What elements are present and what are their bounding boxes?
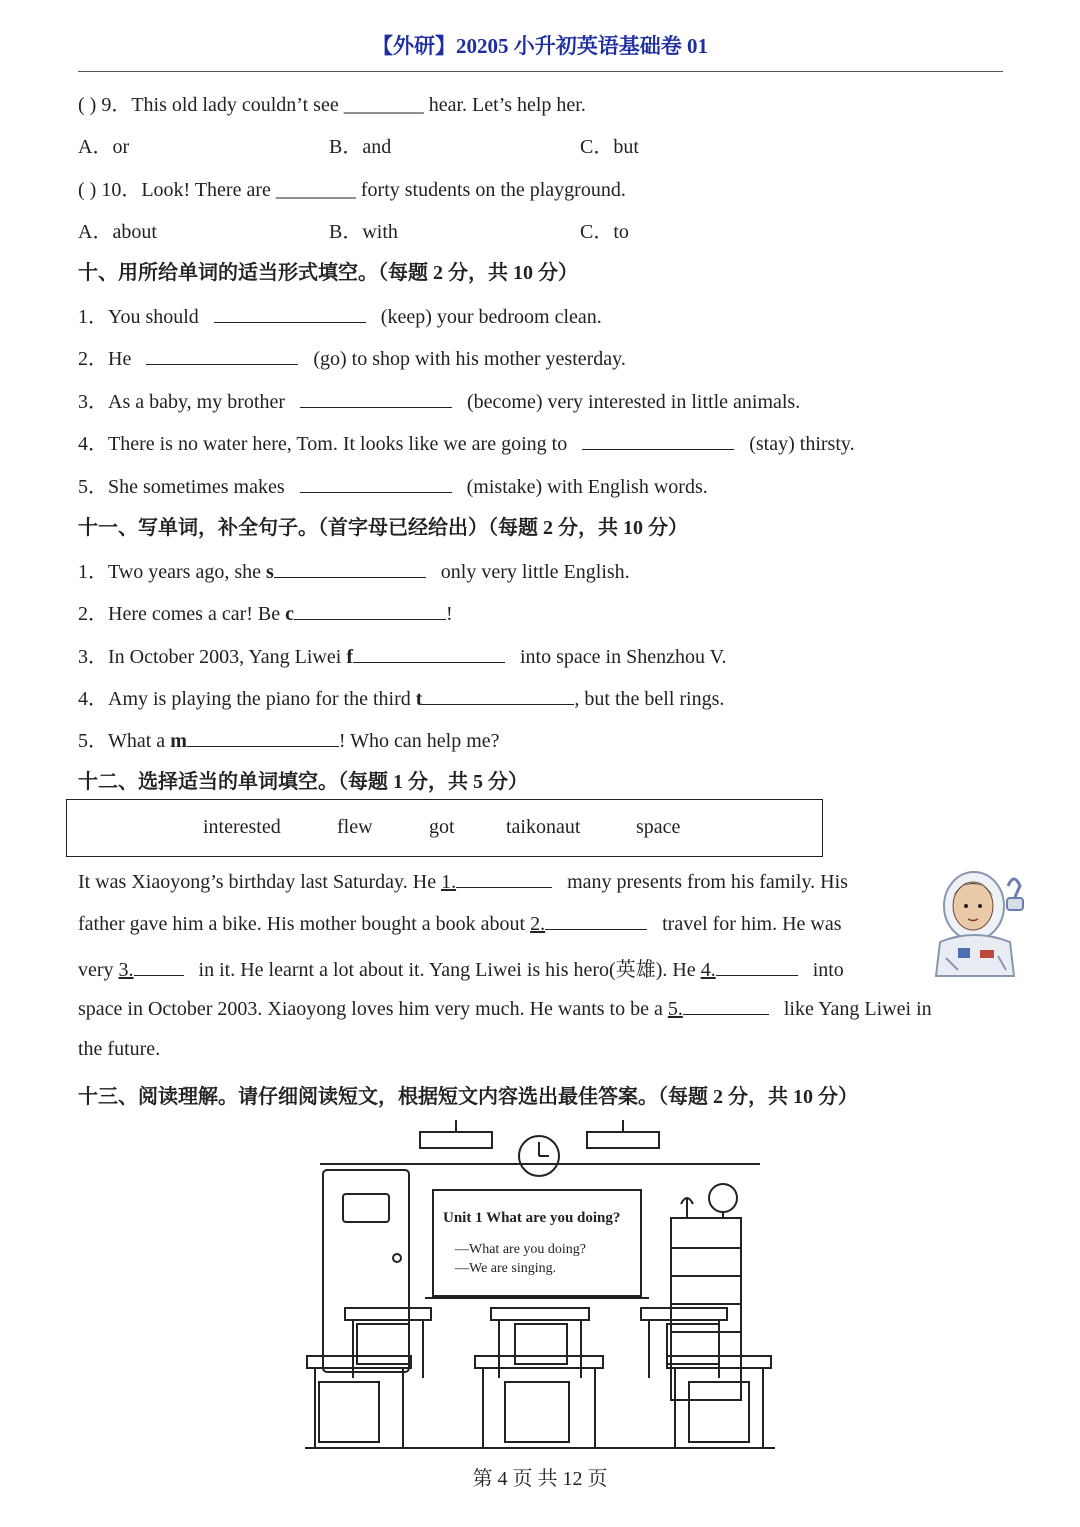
passage-line-3-rest: into (812, 959, 844, 981)
question-10-option-b: B．with (329, 221, 398, 243)
blank-4-number: 4. (700, 959, 716, 981)
blank-3-number: 3. (118, 959, 134, 981)
page-footer: 第 4 页 共 12 页 (472, 1468, 608, 1490)
passage-line-1 (78, 869, 848, 894)
s10-item-4-pre: 4．There is no water here, Tom. It looks like we are going to (78, 433, 568, 455)
section-13-title: 十三、阅读理解。请仔细阅读短文，根据短文内容选出最佳答案。（每题 2 分，共 10 分） (78, 1086, 858, 1108)
blank-5[interactable] (683, 996, 769, 1015)
s10-item-3-post: (become) very interested in little animals. (467, 391, 801, 413)
passage-line-2-rest: travel for him. He was (662, 913, 842, 935)
s11-item-2-letter: c (285, 603, 295, 625)
section-11-title: 十一、写单词，补全句子。（首字母已经给出）（每题 2 分，共 10 分） (78, 517, 688, 539)
s11-item-1-blank[interactable] (274, 559, 426, 578)
question-9-option-c: C．but (580, 136, 639, 158)
classroom-illustration (305, 1118, 775, 1450)
board-line-1: —What are you doing? (455, 1242, 587, 1257)
word-bank-box (66, 799, 823, 857)
question-9-option-b: B．and (329, 136, 392, 158)
passage-line-4-text: space in October 2003. Xiaoyong loves him very much. He wants to be a (78, 998, 663, 1020)
header-divider (78, 71, 1003, 72)
s11-item-1-letter: s (266, 561, 274, 583)
s11-item-4-letter: t (415, 688, 423, 710)
s11-item-4-blank[interactable] (422, 686, 574, 705)
word-bank-word-4: taikonaut (506, 816, 581, 838)
section-12-title: 十二、选择适当的单词填空。（每题 1 分，共 5 分） (78, 771, 528, 793)
s11-item-2-blank[interactable] (294, 601, 446, 620)
s10-item-2-post: (go) to shop with his mother yesterday. (313, 348, 626, 370)
s10-item-2 (78, 342, 626, 371)
passage-line-1-rest: many presents from his family. His (567, 871, 848, 893)
blank-5-number: 5. (667, 998, 683, 1020)
s10-item-4-blank[interactable] (582, 431, 734, 450)
question-10-option-a: A．about (78, 221, 157, 243)
s11-item-5-pre: 5．What a (78, 730, 166, 752)
s11-item-1 (78, 555, 630, 584)
question-10-option-c: C．to (580, 221, 629, 243)
word-bank-word-5: space (636, 816, 681, 838)
s10-item-5-post: (mistake) with English words. (466, 476, 708, 498)
passage-line-3 (78, 953, 844, 982)
s10-item-3-blank[interactable] (300, 389, 452, 408)
passage-line-2 (78, 911, 842, 936)
board-title: Unit 1 What are you doing? (443, 1210, 621, 1226)
question-10-stem: ( ) 10．Look! There are ________ forty students on the playground. (78, 179, 626, 201)
board-line-2: —We are singing. (455, 1261, 557, 1276)
passage-line-2-text: father gave him a bike. His mother bought a book about (78, 913, 526, 935)
s10-item-3-pre: 3．As a baby, my brother (78, 391, 285, 413)
s11-item-1-pre: 1．Two years ago, she (78, 561, 261, 583)
word-bank-word-3: got (429, 816, 455, 838)
blank-1-number: 1. (441, 871, 457, 893)
s10-item-3 (78, 385, 800, 414)
s11-item-3-post: into space in Shenzhou V. (519, 646, 727, 668)
s11-item-3-pre: 3．In October 2003, Yang Liwei (78, 646, 342, 668)
s11-item-5 (78, 724, 500, 753)
s10-item-4-post: (stay) thirsty. (749, 433, 855, 455)
s10-item-4 (78, 427, 855, 456)
passage-line-3-text: very (78, 959, 114, 981)
word-bank-word-2: flew (337, 816, 373, 838)
question-9-option-a: A．or (78, 136, 130, 158)
s11-item-2-post: ! (446, 603, 453, 625)
passage-line-4 (78, 996, 932, 1021)
s11-item-4-pre: 4．Amy is playing the piano for the third (78, 688, 411, 710)
blank-1[interactable] (456, 869, 552, 888)
s10-item-1-pre: 1．You should (78, 306, 199, 328)
s11-item-4 (78, 682, 724, 711)
s10-item-1-post: (keep) your bedroom clean. (380, 306, 602, 328)
s11-item-5-blank[interactable] (187, 728, 339, 747)
s11-item-3-blank[interactable] (353, 644, 505, 663)
s10-item-5 (78, 470, 708, 499)
s10-item-2-pre: 2．He (78, 348, 132, 370)
page-header-title: 【外研】20205 小升初英语基础卷 01 (372, 34, 708, 58)
s11-item-2-pre: 2．Here comes a car! Be (78, 603, 281, 625)
s11-item-2 (78, 597, 453, 626)
s11-item-5-letter: m (170, 730, 187, 752)
s11-item-1-post: only very little English. (440, 561, 630, 583)
blank-2-number: 2. (530, 913, 546, 935)
blank-3[interactable] (134, 957, 184, 976)
s10-item-5-blank[interactable] (300, 474, 452, 493)
s10-item-5-pre: 5．She sometimes makes (78, 476, 285, 498)
passage-line-4-rest: like Yang Liwei in (783, 998, 932, 1020)
passage-line-1-text: It was Xiaoyong’s birthday last Saturday. He (78, 871, 437, 893)
s10-item-1 (78, 300, 602, 329)
section-10-title: 十、用所给单词的适当形式填空。（每题 2 分，共 10 分） (78, 262, 578, 284)
blank-2[interactable] (545, 911, 647, 930)
classroom-drawing (305, 1118, 775, 1450)
question-9-stem: ( ) 9．This old lady couldn’t see ________ hear. Let’s help her. (78, 94, 586, 116)
passage-line-5: the future. (78, 1038, 161, 1060)
word-bank-word-1: interested (203, 816, 281, 838)
s11-item-3 (78, 640, 726, 669)
s10-item-1-blank[interactable] (214, 304, 366, 323)
s10-item-2-blank[interactable] (146, 346, 298, 365)
s11-item-3-letter: f (346, 646, 353, 668)
s11-item-5-post: ! Who can help me? (338, 730, 500, 752)
passage-line-3-mid: in it. He learnt a lot about it. Yang Liwei is his hero(英雄). He (198, 959, 696, 981)
astronaut-illustration (928, 866, 1032, 978)
s11-item-4-post: , but the bell rings. (574, 688, 725, 710)
blank-4[interactable] (716, 957, 798, 976)
